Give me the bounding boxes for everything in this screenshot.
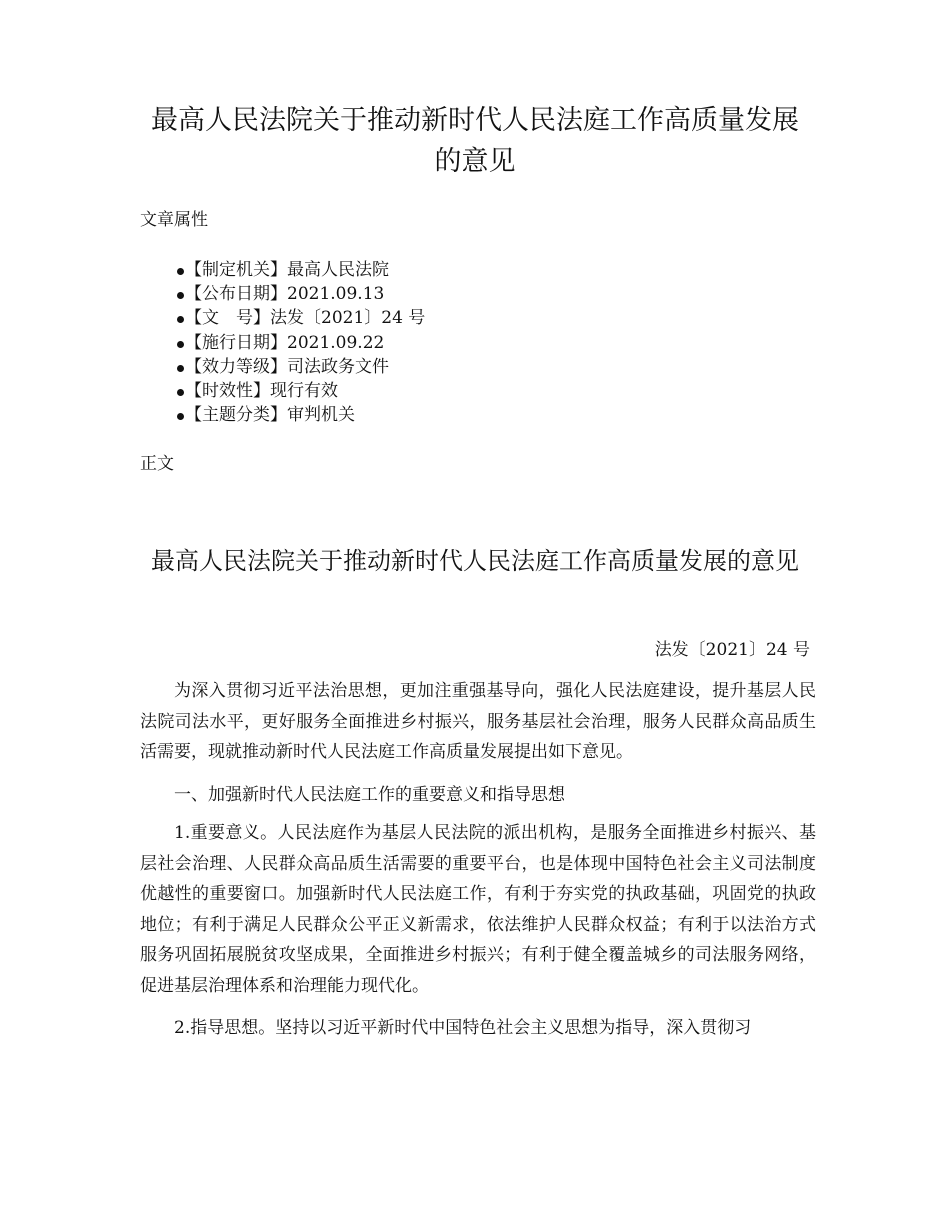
- body-title: 最高人民法院关于推动新时代人民法庭工作高质量发展的意见: [151, 547, 799, 575]
- attribute-value: 2021.09.22: [287, 332, 385, 353]
- bullet-icon: [177, 413, 184, 420]
- attribute-item: 【主题分类】审判机关: [140, 403, 425, 427]
- document-number: 法发〔2021〕24 号: [654, 640, 810, 660]
- attribute-value: 法发〔2021〕24 号: [270, 308, 426, 329]
- attribute-value: 2021.09.13: [287, 284, 385, 305]
- attribute-item: 【时效性】现行有效: [140, 379, 425, 403]
- bullet-icon: [177, 292, 184, 299]
- paragraph: 为深入贯彻习近平法治思想，更加注重强基导向，强化人民法庭建设，提升基层人民法院司法水平，更好服务全面推进乡村振兴，服务基层社会治理，服务人民群众高品质生活需要，现就推动新时代人民法庭工作高质量发展提出如下意见。: [140, 681, 816, 762]
- attribute-value: 司法政务文件: [287, 356, 389, 377]
- section-heading: 一、加强新时代人民法庭工作的重要意义和指导思想: [174, 784, 565, 805]
- attributes-label: 文章属性: [140, 210, 208, 230]
- paragraph: 1.重要意义。人民法庭作为基层人民法院的派出机构，是服务全面推进乡村振兴、基层社会治理、人民群众高品质生活需要的重要平台，也是体现中国特色社会主义司法制度优越性的重要窗口。加强新时代人民法庭工作，有利于夯实党的执政基础，巩固党的执政地位；有利于满足人民群众公平正义新需求，依法维护人民群众权益；有利于以法治方式服务巩固拓展脱贫攻坚成果，全面推进乡村振兴；有利于健全覆盖城乡的司法服务网络，促进基层治理体系和治理能力现代化。: [140, 823, 816, 996]
- attribute-key: 施行日期: [202, 332, 270, 353]
- attribute-item: 【施行日期】2021.09.22: [140, 331, 425, 355]
- bullet-icon: [177, 316, 184, 323]
- attributes-list: [140, 258, 425, 427]
- bullet-icon: [177, 365, 184, 372]
- attribute-item: 【文 号】法发〔2021〕24 号: [140, 306, 425, 330]
- attribute-key: 文 号: [202, 308, 253, 329]
- bullet-icon: [177, 341, 184, 348]
- document-title: 最高人民法院关于推动新时代人民法庭工作高质量发展的意见: [151, 105, 799, 177]
- attribute-value: 审判机关: [287, 405, 355, 426]
- attribute-key: 公布日期: [202, 284, 270, 305]
- paragraph: 2.指导思想。坚持以习近平新时代中国特色社会主义思想为指导，深入贯彻习: [174, 1018, 752, 1038]
- attribute-value: 最高人民法院: [287, 260, 389, 280]
- bullet-icon: [177, 389, 184, 396]
- attribute-value: 现行有效: [270, 381, 338, 402]
- bullet-icon: [177, 268, 184, 275]
- attribute-item: 【制定机关】最高人民法院: [140, 258, 425, 282]
- attribute-item: 【效力等级】司法政务文件: [140, 355, 425, 379]
- attribute-key: 效力等级: [202, 356, 270, 377]
- attribute-key: 主题分类: [202, 405, 270, 426]
- body-content: [140, 676, 816, 1056]
- attribute-key: 时效性: [202, 381, 253, 402]
- attribute-item: 【公布日期】2021.09.13: [140, 282, 425, 306]
- body-label: 正文: [140, 454, 174, 474]
- attribute-key: 制定机关: [202, 260, 270, 280]
